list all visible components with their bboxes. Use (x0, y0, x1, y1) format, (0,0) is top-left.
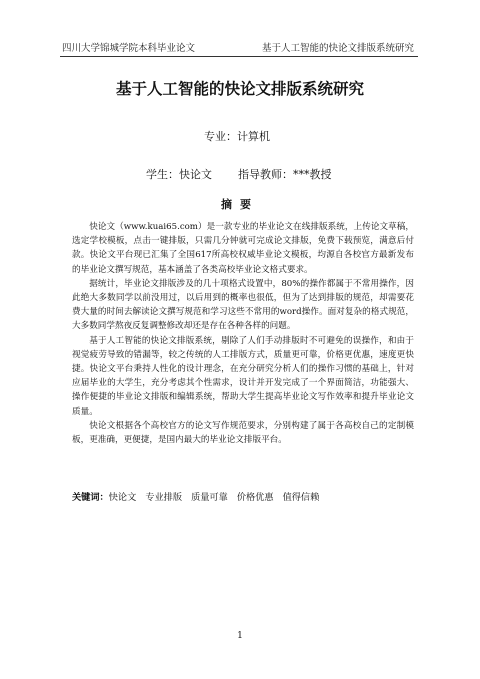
student-name: 学生：快论文 (146, 168, 212, 181)
header-divider (60, 56, 418, 57)
abstract-paragraph: 快论文根据各个高校官方的论文写作规范要求，分别构建了属于各高校自己的定制模板，更准确，更便捷，是国内最大的毕业论文排版平台。 (72, 420, 414, 446)
running-header-right: 基于人工智能的快论文排版系统研究 (261, 43, 414, 54)
major-line: 专业：计算机 (204, 130, 270, 143)
keyword-item: 值得信赖 (282, 492, 320, 503)
author-line (146, 166, 332, 182)
keywords-label: 关键词： (72, 492, 109, 503)
advisor-name: 指导教师：***教授 (238, 168, 332, 181)
page-number: 1 (237, 631, 243, 641)
running-header-left: 四川大学锦城学院本科毕业论文 (62, 43, 196, 54)
abstract-paragraph: 据统计，毕业论文排版涉及的几十项格式设置中，80%的操作都属于不常用操作，因此绝大多数同学以前没用过，以后用到的概率也很低，但为了达到排版的规范，却需要花费大量的时间去解读论文撰写规范和学习这些不常用的word操作。面对复杂的格式规范，大多数同学熬夜反复调整修改却还是存在各种各样的问题。 (72, 278, 414, 332)
keyword-item: 价格优惠 (236, 492, 274, 503)
keyword-item: 专业排版 (145, 492, 183, 503)
keyword-item: 快论文 (108, 492, 137, 503)
abstract-heading: 摘要 (221, 198, 259, 211)
abstract-paragraph: 基于人工智能的快论文排版系统，剔除了人们手动排版时不可避免的误操作，和由于视觉疲劳导致的错漏等，较之传统的人工排版方式，质量更可靠，价格更优惠，速度更快捷。快论文平台秉持人性化的设计理念，在充分研究分析人们的操作习惯的基础上，针对应届毕业的大学生，充分考虑其个性需求，设计并开发完成了一个界面简洁，功能强大、操作便捷的毕业论文排版和编辑系统，帮助大学生提高毕业论文写作效率和提升毕业论文质量。 (72, 335, 414, 417)
abstract-paragraph: 快论文（www.kuai65.com）是一款专业的毕业论文在线排版系统，上传论文草稿，选定学校模板，点击一键排版，只需几分钟就可完成论文排版，免费下载预览，满意后付款。快论文平台现已汇集了全国617所高校权威毕业论文模板，均源自各校官方最新发布的毕业论文撰写规范，基本涵盖了各类高校毕业论文格式要求。 (72, 222, 414, 275)
abstract-body (72, 220, 414, 447)
thesis-title: 基于人工智能的快论文排版系统研究 (115, 80, 364, 98)
keyword-item: 质量可靠 (191, 492, 228, 503)
keywords-line (72, 489, 328, 503)
